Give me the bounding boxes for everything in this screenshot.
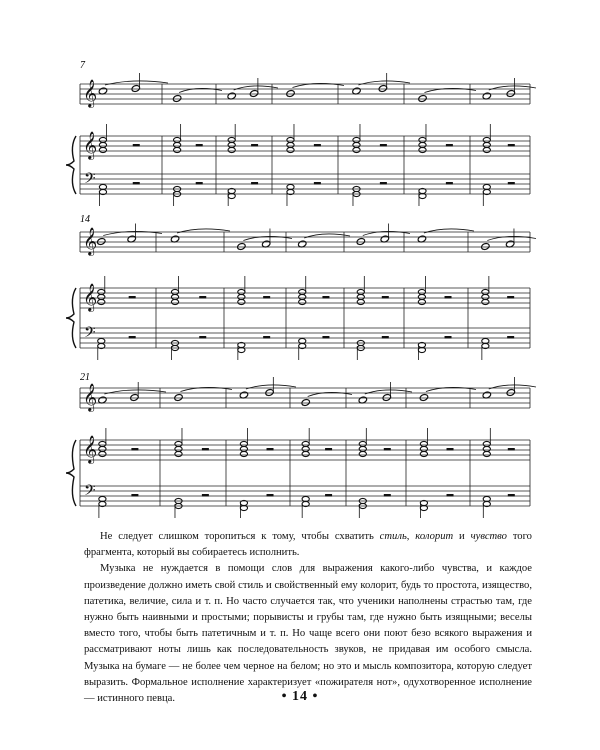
system-notation-1	[66, 73, 536, 206]
staff	[80, 328, 530, 348]
svg-text:𝄞: 𝄞	[83, 437, 98, 463]
svg-text:𝄢: 𝄢	[84, 482, 96, 502]
staff	[80, 136, 530, 156]
page-number: • 14 •	[281, 689, 319, 704]
staff	[80, 288, 530, 308]
measure-number: 7	[80, 60, 85, 71]
music-system-1	[80, 60, 530, 194]
svg-text:𝄞: 𝄞	[83, 285, 98, 311]
music-system-3	[80, 372, 530, 506]
svg-text:𝄞: 𝄞	[83, 229, 98, 255]
staff	[80, 84, 530, 104]
svg-text:𝄞: 𝄞	[83, 133, 98, 159]
paragraph-2: Музыка не нуждается в помощи слов для выражения какого-либо чувства, и каждое произведение должно иметь свой стиль и свойственный ему колорит, будь то простота, изящество, патетика, величие, сила и т. п. Но часто случается так, что ученики наполнены страстью там, где нужно быть наивными и простыми; порывисты и грубы там, где нужно быть изящными; веселы вместо того, чтобы быть патетичным и т. п. Но чаще всего они поют безо всякого выражения и рассматривают ноты лишь как последовательность звуков, не придавая им особого смысла. Музыка на бумаге — не более чем черное на белом; но это и мысль композитора, которую следует выразить. Формальное исполнение характеризует «пожирателя нот», одухотворенное исполнение — истинного певца.	[84, 563, 532, 705]
svg-text:𝄢: 𝄢	[84, 170, 96, 190]
staff	[80, 174, 530, 194]
music-system-2	[80, 214, 530, 348]
svg-text:𝄞: 𝄞	[83, 385, 98, 411]
svg-text:𝄞: 𝄞	[83, 81, 98, 107]
paragraph-1: Не следует слишком торопиться к тому, чтобы схватить стиль, колорит и чувство того фрагмента, который вы собираетесь исполнить.	[84, 531, 532, 559]
body-text	[84, 529, 532, 707]
measure-number: 21	[80, 372, 90, 383]
svg-text:𝄢: 𝄢	[84, 324, 96, 344]
system-notation-2	[66, 224, 536, 361]
measure-number: 14	[80, 214, 90, 225]
